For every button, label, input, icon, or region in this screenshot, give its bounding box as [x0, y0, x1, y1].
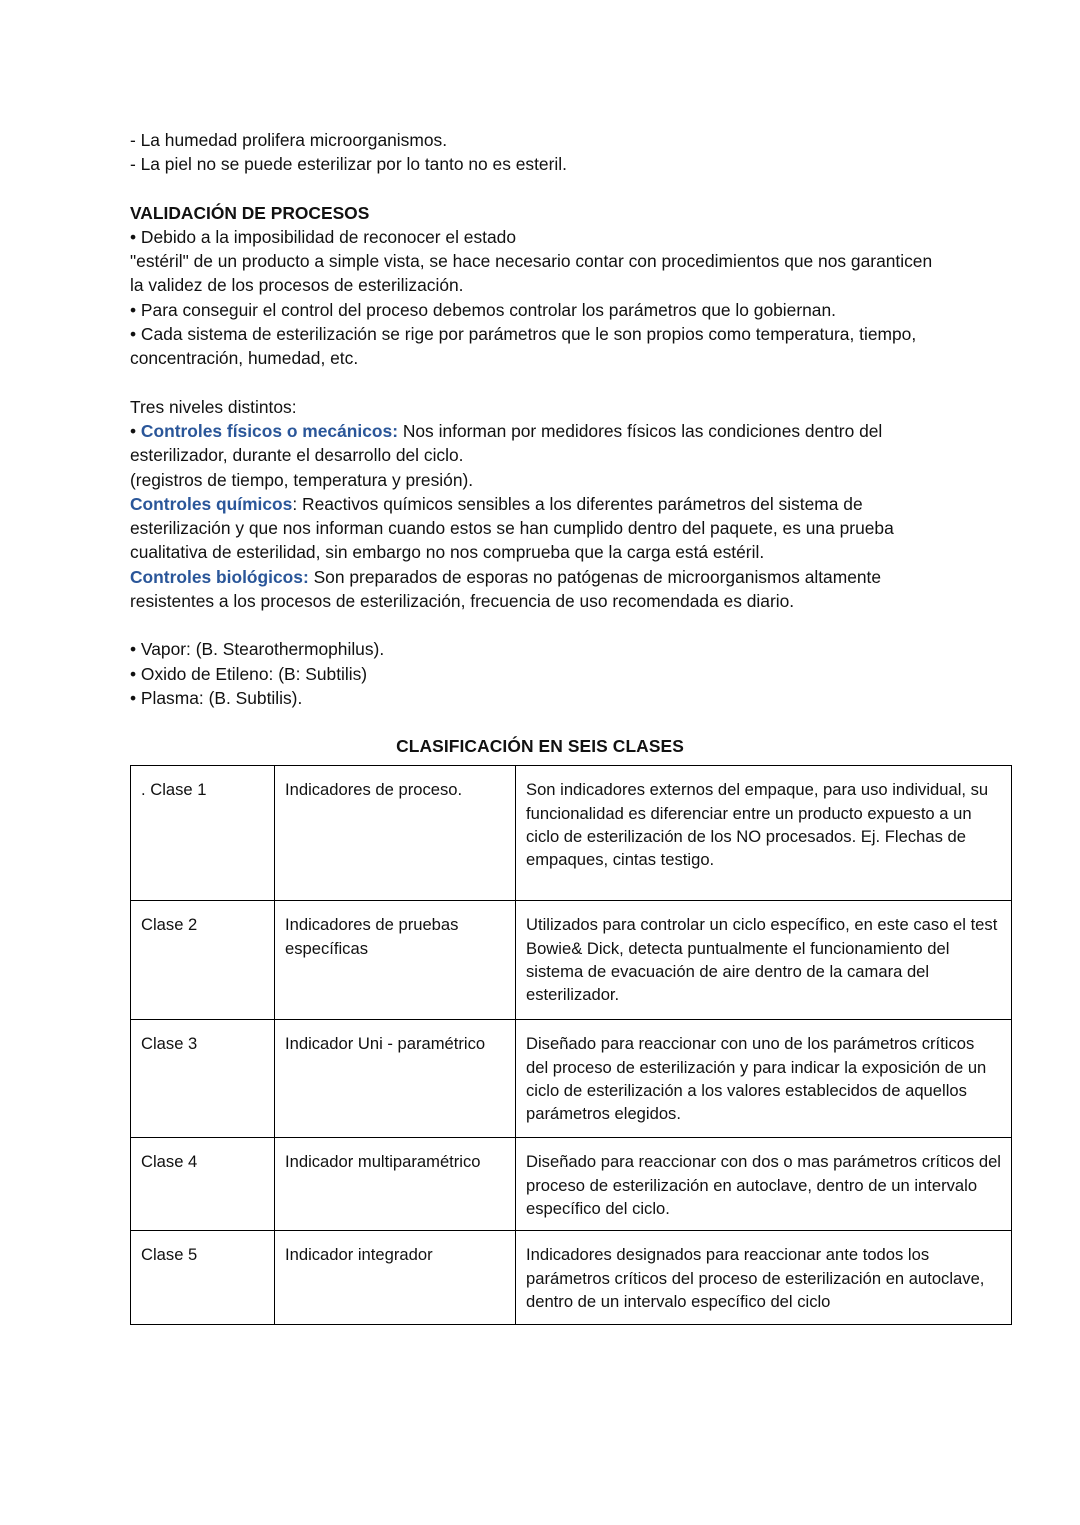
validation-paragraph-4: • Cada sistema de esterilización se rige por parámetros que le son propios como temperatura, tiempo, concentración, humedad, etc.: [130, 324, 917, 369]
cell-class-name: [131, 1138, 275, 1231]
example-vapor: • Vapor: (B. Stearothermophilus).: [130, 639, 385, 660]
indicator-type-text: Indicadores de pruebas específicas: [285, 915, 459, 958]
indicator-type-text: Indicador multiparamétrico: [285, 1152, 481, 1172]
cell-class-name: [131, 1231, 275, 1324]
class-name-text: Clase 4: [141, 1152, 198, 1172]
class-name-text: Clase 5: [141, 1245, 198, 1265]
description-text: Indicadores designados para reaccionar ante todos los parámetros críticos del proceso de esterilización en autoclave, dentro de un intervalo específico del ciclo: [526, 1245, 985, 1312]
indicator-type-text: Indicador Uni - paramétrico: [285, 1034, 486, 1054]
document-body: [130, 128, 1001, 1325]
control-biologicos-label: Controles biológicos:: [130, 566, 309, 587]
spacer-after-intro: [130, 177, 950, 201]
control-fisicos: [130, 419, 950, 468]
classification-table: [130, 765, 1012, 1324]
spacer-before-table: [130, 710, 950, 736]
cell-indicator-type: [275, 1231, 516, 1324]
cell-indicator-type: [275, 901, 516, 1020]
cell-description: [516, 1138, 1012, 1231]
class-name-text: . Clase 1: [141, 780, 207, 800]
validation-paragraph-3: • Para conseguir el control del proceso debemos controlar los parámetros que lo gobiernan.: [130, 299, 836, 320]
validation-paragraph-1: • Debido a la imposibilidad de reconocer el estado: [130, 226, 517, 247]
control-registros: [130, 468, 950, 492]
control-fisicos-body: Nos informan por medidores físicos las condiciones dentro del esterilizador, durante el desarrollo del ciclo.: [130, 420, 883, 466]
table-row: [131, 1231, 1012, 1324]
spacer-before-levels: [130, 371, 950, 395]
control-fisicos-label: Controles físicos o mecánicos:: [140, 420, 398, 441]
cell-indicator-type: [275, 1138, 516, 1231]
table-title: CLASIFICACIÓN EN SEIS CLASES: [396, 736, 684, 757]
control-biologicos-body: Son preparados de esporas no patógenas de microorganismos altamente resistentes a los procesos de esterilización, frecuencia de uso recomendada es diario.: [130, 566, 882, 612]
table-row: [131, 901, 1012, 1020]
control-quimicos-body: : Reactivos químicos sensibles a los diferentes parámetros del sistema de esterilización y que nos informan cuando estos se han cumplido dentro del paquete, es una prueba cualitativa de esterilidad, sin embargo no nos comprueba que la carga está estéril.: [130, 493, 894, 563]
cell-indicator-type: [275, 766, 516, 901]
indicator-type-text: Indicador integrador: [285, 1245, 433, 1265]
control-quimicos: [130, 492, 950, 565]
table-row: [131, 766, 1012, 901]
control-quimicos-label: Controles químicos: [130, 493, 293, 514]
cell-class-name: [131, 766, 275, 901]
description-text: Utilizados para controlar un ciclo específico, en este caso el test Bowie& Dick, detecta puntualmente el funcionamiento del sistema de evacuación de aire dentro de la camara del esterilizador.: [526, 915, 998, 1005]
control-registros-body: (registros de tiempo, temperatura y presión).: [130, 469, 474, 490]
intro-line-2: - La piel no se puede esterilizar por lo tanto no es esteril.: [130, 154, 567, 175]
cell-description: [516, 1020, 1012, 1138]
table-row: [131, 1138, 1012, 1231]
levels-intro: Tres niveles distintos:: [130, 396, 297, 417]
cell-description: [516, 1231, 1012, 1324]
indicator-type-text: Indicadores de proceso.: [285, 780, 463, 800]
cell-description: [516, 901, 1012, 1020]
cell-indicator-type: [275, 1020, 516, 1138]
description-text: Diseñado para reaccionar con uno de los parámetros críticos del proceso de esterilización y para indicar la exposición de un ciclo de esterilización a los valores establecidos de aquellos parámetros elegidos.: [526, 1034, 987, 1124]
section-heading-validacion: VALIDACIÓN DE PROCESOS: [130, 202, 370, 223]
control-fisicos-bullet: •: [130, 420, 141, 441]
cell-class-name: [131, 901, 275, 1020]
example-plasma: • Plasma: (B. Subtilis).: [130, 687, 303, 708]
validation-paragraph-2: "estéril" de un producto a simple vista, se hace necesario contar con procedimientos que nos garanticen la validez de los procesos de esterilización.: [130, 251, 933, 296]
control-biologicos: [130, 565, 950, 614]
description-text: Diseñado para reaccionar con dos o mas parámetros críticos del proceso de esterilización en autoclave, dentro de un intervalo específico del ciclo.: [526, 1152, 1001, 1219]
class-name-text: Clase 3: [141, 1034, 198, 1054]
class-name-text: Clase 2: [141, 915, 198, 935]
table-row: [131, 1020, 1012, 1138]
cell-description: [516, 766, 1012, 901]
cell-class-name: [131, 1020, 275, 1138]
description-text: Son indicadores externos del empaque, para uso individual, su funcionalidad es diferenciar entre un producto expuesto a un ciclo de esterilización de los NO procesados. Ej. Flechas de empaques, cintas testigo.: [526, 780, 989, 870]
spacer-before-examples: [130, 613, 950, 637]
example-oxido-etileno: • Oxido de Etileno: (B: Subtilis): [130, 663, 368, 684]
intro-line-1: - La humedad prolifera microorganismos.: [130, 130, 448, 150]
